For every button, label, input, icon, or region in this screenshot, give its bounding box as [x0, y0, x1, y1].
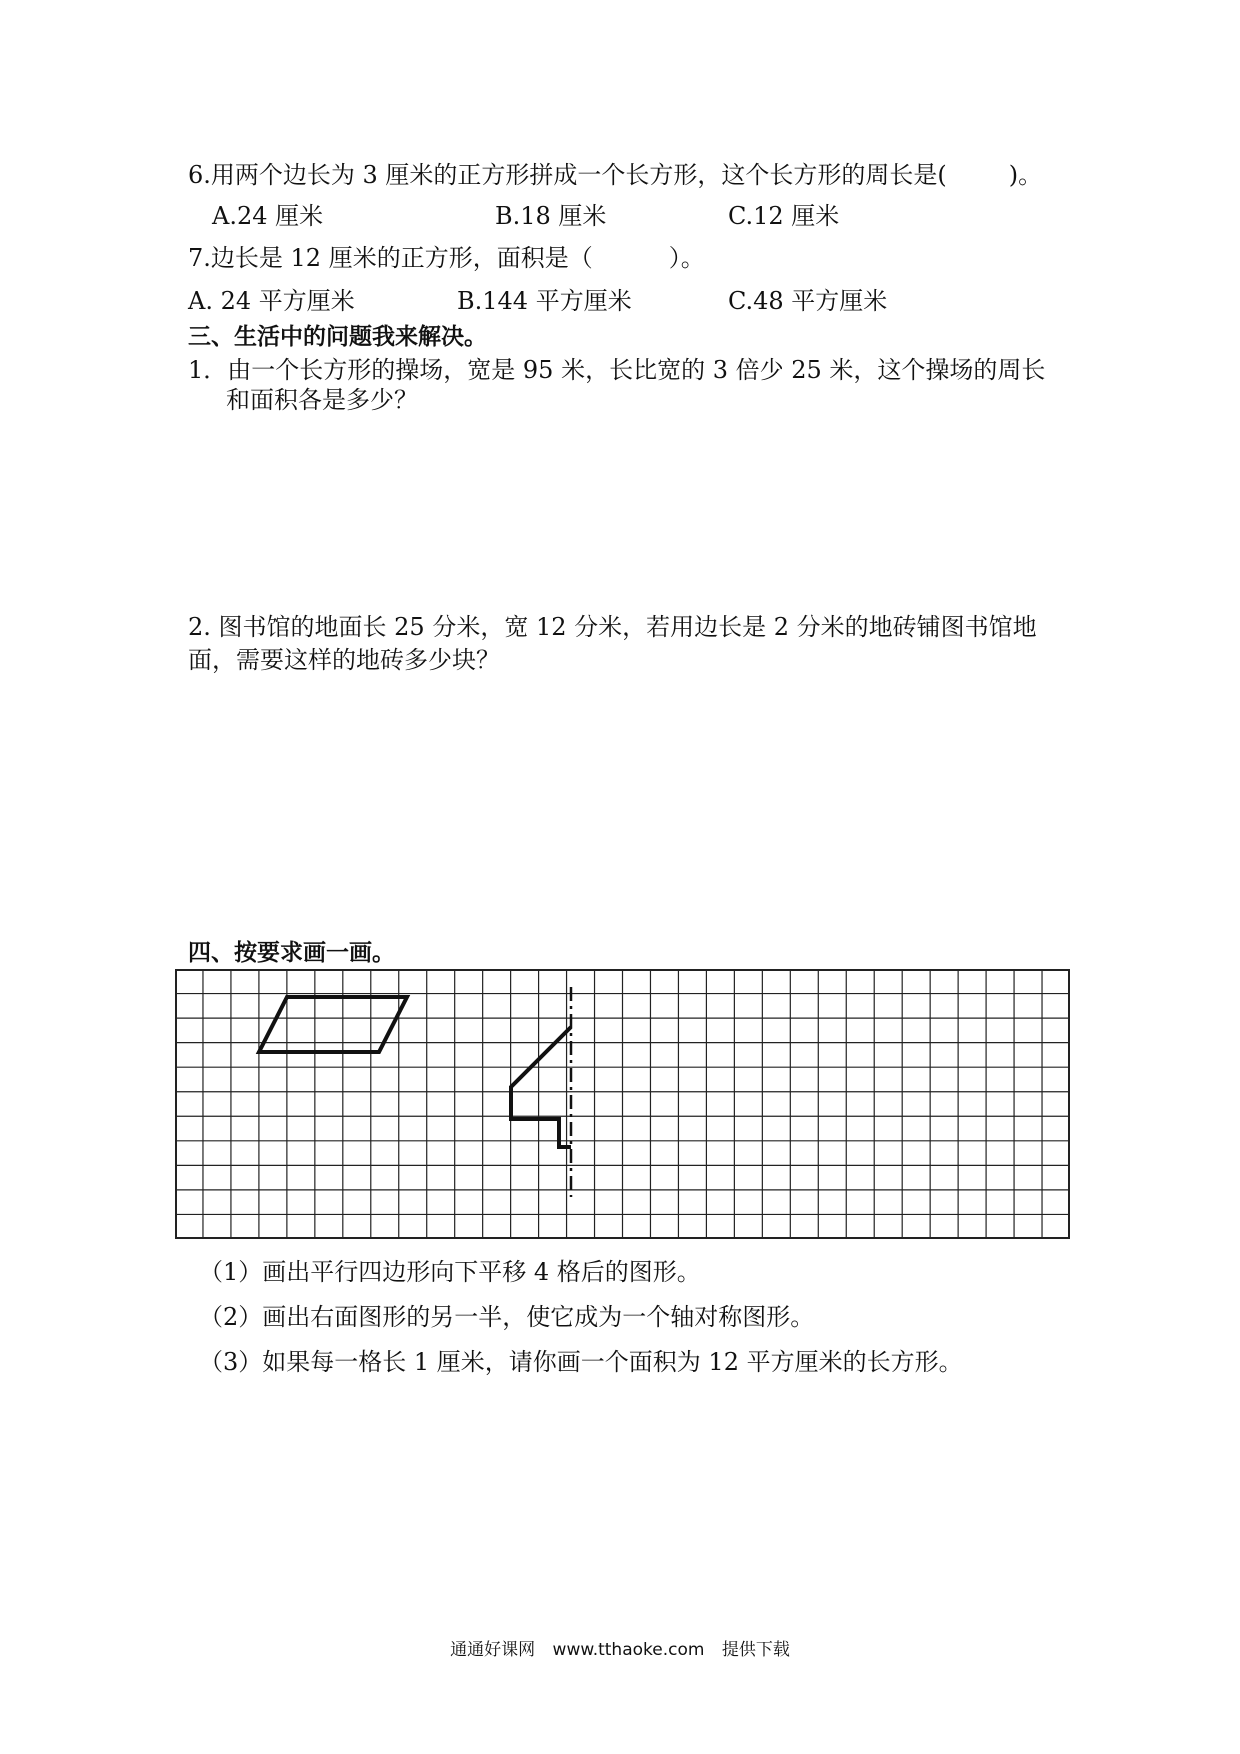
footer	[0, 1635, 1240, 1660]
footer-site-name: 通通好课网	[450, 1640, 536, 1660]
drawing-grid[interactable]	[175, 969, 1070, 1239]
instruction-3: （3）如果每一格长 1 厘米，请你画一个面积为 12 平方厘米的长方形。	[199, 1348, 963, 1376]
option-c: C.48 平方厘米	[728, 287, 888, 315]
option-a: A.24 厘米	[212, 202, 324, 230]
question-6: 6.用两个边长为 3 厘米的正方形拼成一个长方形，这个长方形的周长是( )。	[188, 161, 1043, 189]
parallelogram-shape	[259, 997, 407, 1052]
question-7: 7.边长是 12 厘米的正方形，面积是（ ）。	[188, 244, 705, 272]
question-7-text: 7.边长是 12 厘米的正方形，面积是（	[188, 244, 593, 272]
footer-suffix: 提供下载	[721, 1640, 790, 1660]
option-b: B.144 平方厘米	[457, 287, 632, 315]
problem-2-line-2: 面，需要这样的地砖多少块？	[188, 646, 500, 674]
footer-url[interactable]: www.tthaoke.com	[552, 1640, 705, 1660]
question-6-text: 6.用两个边长为 3 厘米的正方形拼成一个长方形，这个长方形的周长是(	[188, 161, 947, 189]
section-3-title: 三、生活中的问题我来解决。	[188, 324, 487, 350]
problem-1-line-2: 和面积各是多少？	[226, 386, 418, 414]
half-figure-shape	[511, 1027, 571, 1147]
option-b: B.18 厘米	[495, 202, 607, 230]
option-c: C.12 厘米	[728, 202, 840, 230]
instruction-1: （1）画出平行四边形向下平移 4 格后的图形。	[199, 1258, 701, 1286]
problem-2-line-1: 2. 图书馆的地面长 25 分米，宽 12 分米，若用边长是 2 分米的地砖铺图书馆地	[188, 613, 1037, 641]
grid-svg	[175, 969, 1070, 1239]
section-4-title: 四、按要求画一画。	[188, 940, 395, 966]
instruction-2: （2）画出右面图形的另一半，使它成为一个轴对称图形。	[199, 1303, 815, 1331]
option-a: A. 24 平方厘米	[188, 287, 355, 315]
grid-lines	[175, 969, 1070, 1239]
problem-1-line-1: 1．由一个长方形的操场，宽是 95 米，长比宽的 3 倍少 25 米，这个操场的周长	[188, 356, 1046, 384]
